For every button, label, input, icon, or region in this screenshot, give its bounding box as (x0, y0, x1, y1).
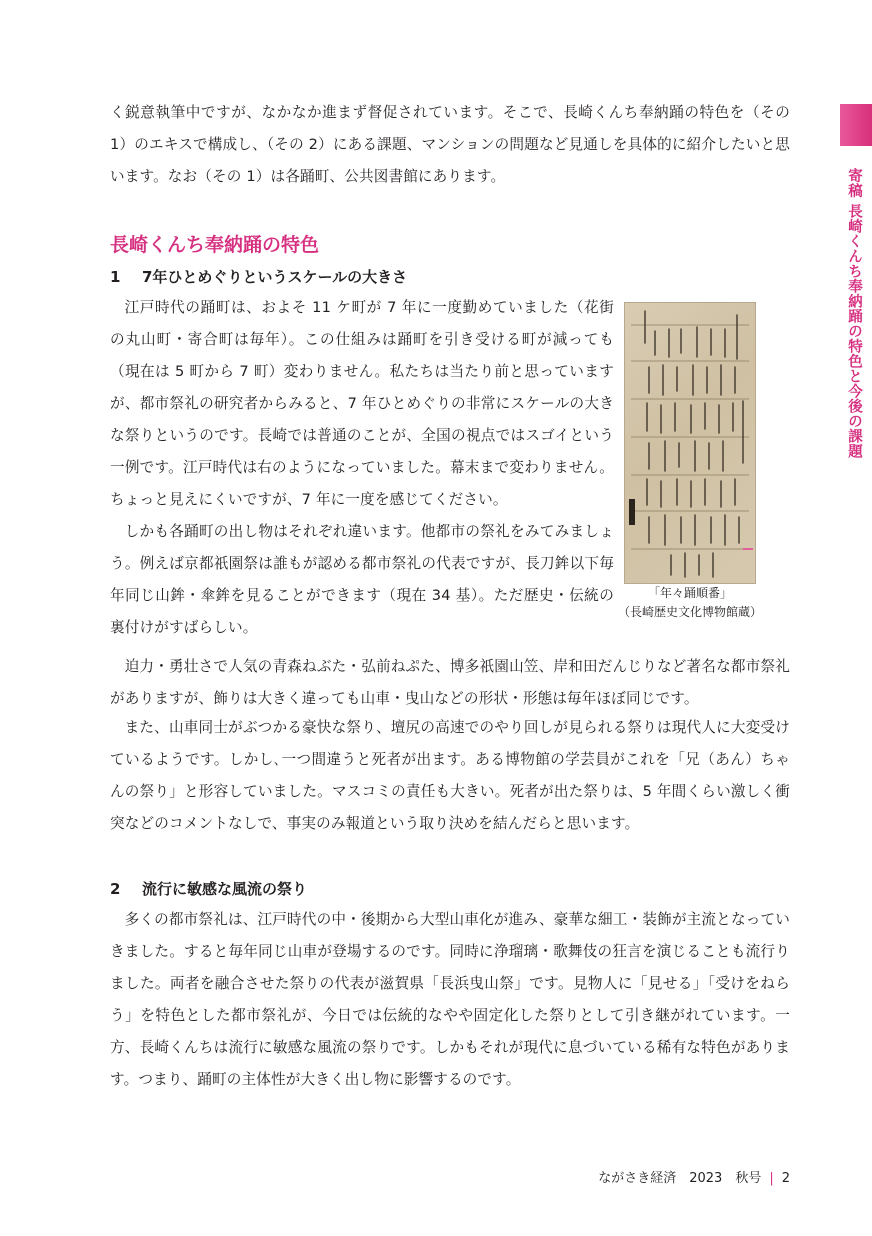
footer-publication: ながさき経済 2023 秋号 (598, 1171, 762, 1186)
section1-paragraph-1: 江戸時代の踊町は、およそ 11 ケ町が 7 年に一度勤めていました（花街の丸山町・寄合町は毎年）。この仕組みは踊町を引き受ける町が減っても（現在は 5 町から 7 町）変わりません。私たちは当たり前と思っていますが、都市祭礼の研究者からみると、7 年ひとめぐりの非常にスケールの大きな祭りというのです。長崎では普通のことが、全国の視点ではスゴイという一例です。江戸時代は右のようになっていました。幕末まで変わりません。ちょっと見えにくいですが、7 年に一度を感じてください。 (110, 299, 614, 508)
intro-paragraph: く鋭意執筆中ですが、なかなか進まず督促されています。そこで、長崎くんち奉納踊の特色を（その 1）のエキスで構成し、（その 2）にある課題、マンションの問題など見通しを具体的に紹介したいと思います。なお（その 1）は各踊町、公共図書館にあります。 (110, 104, 790, 185)
section1-paragraph-4: また、山車同士がぶつかる豪快な祭り、壇尻の高速でのやり回しが見られる祭りは現代人に大変受けているようです。しかし､一つ間違うと死者が出ます。ある博物館の学芸員がこれを「兄（あん）ちゃんの祭り」と形容していました。マスコミの責任も大きい。死者が出た祭りは、5 年間くらい激しく衝突などのコメントなしで、事実のみ報道という取り決めを結んだらと思います。 (110, 719, 790, 832)
caption-title: 「年々踊順番」 (647, 586, 732, 600)
subsection-1-heading (110, 266, 407, 287)
section2-paragraph-1: 多くの都市祭礼は、江戸時代の中・後期から大型山車化が進み、豪華な細工・装飾が主流となっていきました。すると毎年同じ山車が登場するのです。同時に浄瑠璃・歌舞伎の狂言を演じることも流行りました。両者を融合させた祭りの代表が滋賀県「長浜曳山祭」です。見物人に「見せる」「受けをねらう」を特色とした都市祭礼が、今日では伝統的なやや固定化した祭りとして引き継がれています。一方、長崎くんちは流行に敏感な風流の祭りです。しかもそれが現代に息づいている稀有な特色があります。つまり、踊町の主体性が大きく出し物に影響するのです。 (110, 911, 790, 1088)
page-footer (560, 1167, 790, 1186)
historical-document-image (624, 302, 756, 584)
caption-source: （長崎歴史文化博物館蔵） (617, 605, 762, 619)
subsection-1-title: 7年ひとめぐりというスケールの大きさ (142, 268, 408, 286)
document-scan-illustration (625, 303, 755, 583)
side-color-tab (840, 104, 872, 146)
subsection-2-title: 流行に敏感な風流の祭り (142, 880, 308, 898)
section1-paragraph-2: しかも各踊町の出し物はそれぞれ違います。他都市の祭礼をみてみましょう。例えば京都祇園祭は誰もが認める都市祭礼の代表ですが、長刀鉾以下毎年同じ山鉾・傘鉾を見ることができます（現在 34 基）。ただ歴史・伝統の裏付けがすばらしい。 (110, 523, 614, 636)
subsection-1-number: 1 (110, 268, 121, 286)
figure-caption (610, 584, 770, 622)
subsection-2-number: 2 (110, 880, 121, 898)
section-title: 長崎くんち奉納踊の特色 (110, 234, 320, 256)
section1-paragraph-3: 迫力・勇壮さで人気の青森ねぶた・弘前ねぷた、博多祇園山笠、岸和田だんじりなど著名な都市祭礼がありますが、飾りは大きく違っても山車・曳山などの形状・形態は毎年ほぼ同じです。 (110, 658, 790, 707)
subsection-2-heading (110, 878, 307, 899)
side-article-title: 寄稿 長崎くんち奉納踊の特色と今後の課題 (846, 168, 862, 459)
page-number: 2 (781, 1171, 790, 1186)
footer-divider: | (769, 1171, 774, 1186)
